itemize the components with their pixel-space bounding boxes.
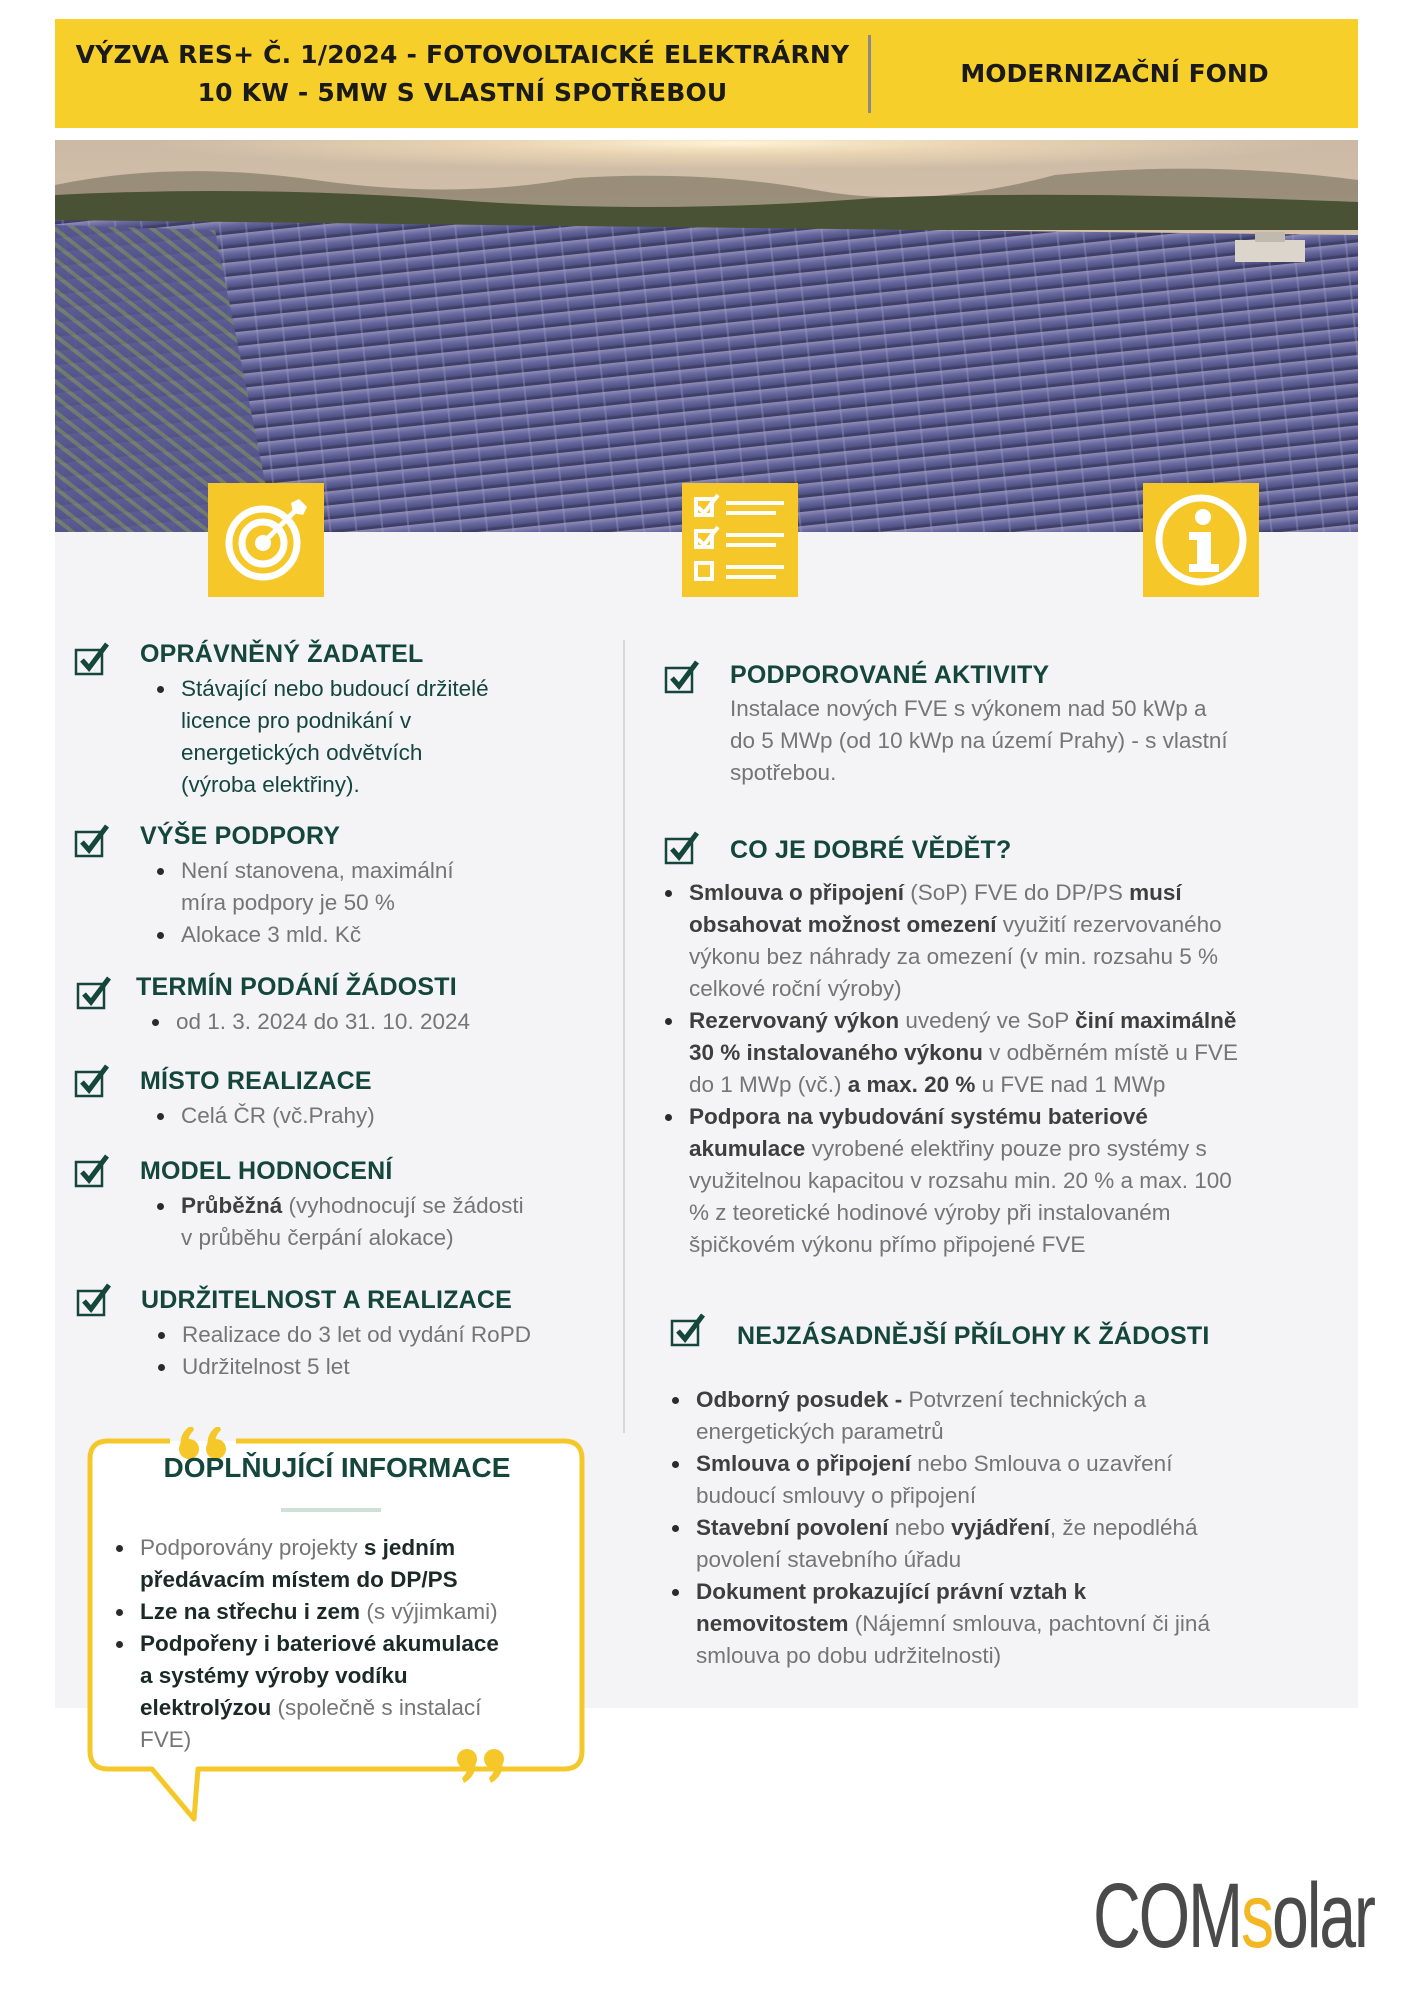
call-title [55, 19, 870, 128]
bubble-body [140, 1532, 570, 1756]
list-item: Udržitelnost 5 let [182, 1351, 531, 1383]
list-item [696, 1384, 1210, 1416]
bold-text: Odborný posudek - [696, 1387, 903, 1412]
call-title-line1: VÝZVA RES+ Č. 1/2024 - FOTOVOLTAICKÉ ELEKTRÁRNY [75, 39, 850, 69]
text: nebo Smlouva o uzavření [911, 1451, 1173, 1476]
bold-text: Dokument prokazující právní vztah k [696, 1579, 1087, 1604]
list-item [689, 877, 1238, 909]
bold-text: Stavební povolení [696, 1515, 889, 1540]
bold-text: předávacím místem do DP/PS [140, 1567, 458, 1592]
text-line: budoucí smlouvy o připojení [696, 1483, 977, 1508]
bold-text: Podpora na vybudování systému bateriové [689, 1104, 1148, 1129]
list-item-continued: energetických odvětvích [181, 740, 423, 765]
bold-text: obsahovat možnost omezení [689, 912, 997, 937]
section-body-udrzitelnost [182, 1319, 531, 1383]
section-title-model-hodnoceni: MODEL HODNOCENÍ [140, 1157, 393, 1185]
bold-text: akumulace [689, 1136, 806, 1161]
bold-text: Lze na střechu i zem [140, 1599, 361, 1624]
bold-text: Smlouva o připojení [689, 880, 905, 905]
text: vyrobené elektřiny pouze pro systémy s [805, 1136, 1207, 1161]
list-item-continued: (výroba elektřiny). [181, 772, 360, 797]
bubble-divider [281, 1508, 381, 1512]
section-title-misto-realizace: MÍSTO REALIZACE [140, 1067, 372, 1095]
section-body-model-hodnoceni [181, 1190, 524, 1254]
section-title-vyse-podpory: VÝŠE PODPORY [140, 822, 341, 850]
text: (s výjimkami) [360, 1599, 498, 1624]
text: , že nepodléhá [1049, 1515, 1198, 1540]
bold-text: Podpořeny i bateriové akumulace [140, 1631, 499, 1656]
text: v odběrném místě u FVE [982, 1040, 1238, 1065]
section-body-podporovane-aktivity [730, 693, 1228, 789]
logo-text-accent: s [1241, 1865, 1273, 1967]
checkmark-icon [74, 642, 110, 676]
list-item: Celá ČR (vč.Prahy) [181, 1100, 375, 1132]
checkmark-icon [74, 824, 110, 858]
section-body-misto-realizace [181, 1100, 375, 1132]
text-line: FVE) [140, 1727, 192, 1752]
bold-text: činí maximálně [1075, 1008, 1237, 1033]
text: (společně s instalací [271, 1695, 482, 1720]
text: nebo [888, 1515, 952, 1540]
text: do 1 MWp (vč.) [689, 1072, 848, 1097]
list-item: Realizace do 3 let od vydání RoPD [182, 1319, 531, 1351]
bold-text: nemovitostem [696, 1611, 849, 1636]
info-icon [1143, 483, 1259, 597]
text-line: špičkovém výkonu přímo připojené FVE [689, 1232, 1086, 1257]
bold-text: vyjádření [951, 1515, 1050, 1540]
section-title-udrzitelnost: UDRŽITELNOST A REALIZACE [141, 1286, 512, 1314]
list-item: Není stanovena, maximální [181, 855, 454, 887]
list-item [696, 1512, 1210, 1544]
text-line: využitelnou kapacitou v rozsahu min. 20 % a max. 100 [689, 1168, 1232, 1193]
text: (SoP) FVE do DP/PS [904, 880, 1130, 905]
list-item: Stávající nebo budoucí držitelé [181, 673, 489, 705]
bold-text: Smlouva o připojení [696, 1451, 912, 1476]
checkmark-icon [74, 1064, 110, 1098]
list-item [140, 1628, 570, 1660]
list-item [140, 1532, 570, 1564]
text-line: % z teoretické hodinové výroby při instalovaném [689, 1200, 1171, 1225]
list-item [696, 1576, 1210, 1608]
text-line: celkové roční výroby) [689, 976, 902, 1001]
column-divider [623, 640, 625, 1433]
list-item [140, 1596, 570, 1628]
bubble-title: DOPLŇUJÍCÍ INFORMACE [163, 1452, 511, 1483]
text: u FVE nad 1 MWp [975, 1072, 1166, 1097]
solar-farm-photo [55, 140, 1358, 532]
section-title-termin-podani: TERMÍN PODÁNÍ ŽÁDOSTI [136, 973, 457, 1001]
bold-text: musí [1129, 880, 1182, 905]
text-line: povolení stavebního úřadu [696, 1547, 962, 1572]
target-icon [208, 483, 324, 597]
logo-text: olar [1272, 1865, 1374, 1967]
text: (vyhodnocují se žádosti [282, 1193, 524, 1218]
checkmark-icon [664, 831, 700, 865]
bold-text: s jedním [363, 1535, 456, 1560]
list-item-continued: míra podpory je 50 % [181, 890, 395, 915]
text-line: do 5 MWp (od 10 kWp na území Prahy) - s vlastní [730, 728, 1228, 753]
checkmark-icon [76, 976, 112, 1010]
text-line: výkonu bez náhrady za omezení (v min. rozsahu 5 % [689, 944, 1219, 969]
header-banner [55, 19, 1358, 128]
checkmark-icon [670, 1313, 706, 1347]
bold-text: a max. 20 % [847, 1072, 976, 1097]
text-line: spotřebou. [730, 760, 837, 785]
text: využití rezervovaného [996, 912, 1222, 937]
section-title-co-je-dobre-vedet: CO JE DOBRÉ VĚDĚT? [730, 836, 1012, 864]
fund-name-text: MODERNIZAČNÍ FOND [960, 59, 1269, 88]
text-line: Instalace nových FVE s výkonem nad 50 kWp a [730, 696, 1207, 721]
checkmark-icon [74, 1154, 110, 1188]
section-body-vyse-podpory [181, 855, 454, 951]
list-item: od 1. 3. 2024 do 31. 10. 2024 [176, 1006, 470, 1038]
bold-text: Průběžná [181, 1193, 283, 1218]
bold-text: Rezervovaný výkon [689, 1008, 900, 1033]
section-title-podporovane-aktivity: PODPOROVANÉ AKTIVITY [730, 661, 1050, 689]
list-item [181, 1190, 524, 1222]
fund-name [871, 19, 1358, 128]
section-body-prilohy [696, 1384, 1210, 1672]
section-body-termin-podani [176, 1006, 470, 1038]
section-body-opravneny-zadatel [181, 673, 489, 801]
list-item [696, 1448, 1210, 1480]
section-title-prilohy: NEJZÁSADNĚJŠÍ PŘÍLOHY K ŽÁDOSTI [737, 1322, 1210, 1350]
checkmark-icon [76, 1283, 112, 1317]
logo-text: COM [1093, 1865, 1242, 1967]
text: Podporovány projekty [140, 1535, 364, 1560]
section-body-co-je-dobre-vedet [689, 877, 1238, 1261]
bold-text: 30 % instalovaného výkonu [689, 1040, 983, 1065]
call-title-line2: 10 KW - 5MW S VLASTNÍ SPOTŘEBOU [197, 77, 728, 107]
bold-text: a systémy výroby vodíku [140, 1663, 408, 1688]
text: uvedený ve SoP [899, 1008, 1076, 1033]
list-item [689, 1005, 1238, 1037]
list-item [689, 1101, 1238, 1133]
text: Potvrzení technických a [902, 1387, 1147, 1412]
list-item-continued: licence pro podnikání v [181, 708, 412, 733]
comsolar-logo [1093, 1865, 1374, 1967]
bold-text: elektrolýzou [140, 1695, 272, 1720]
list-item-continued: v průběhu čerpání alokace) [181, 1225, 454, 1250]
text: (Nájemní smlouva, pachtovní či jiná [848, 1611, 1210, 1636]
checkmark-icon [664, 660, 700, 694]
checklist-icon [682, 483, 798, 597]
list-item: Alokace 3 mld. Kč [181, 919, 454, 951]
text-line: smlouva po dobu udržitelnosti) [696, 1643, 1002, 1668]
section-title-opravneny-zadatel: OPRÁVNĚNÝ ŽADATEL [140, 640, 424, 668]
text-line: energetických parametrů [696, 1419, 944, 1444]
